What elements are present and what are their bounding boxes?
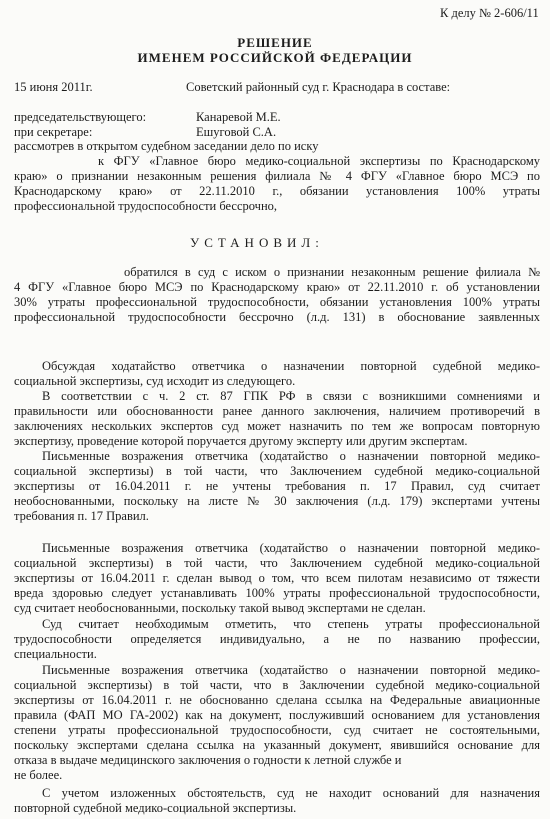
objection-line: экспертизы от 16.04.2011 г. не учтены требования п. 17 Правил, суд считает	[14, 479, 540, 493]
objection-line: степени утраты профессиональной трудоспособности, суд считает не состоятельными,	[14, 723, 540, 737]
claim-line: профессиональной трудоспособности бессрочно (л.д. 131) в обоснование заявленных	[14, 310, 540, 324]
law-paragraph	[14, 389, 540, 449]
intro-line: профессиональной трудоспособности бессрочно,	[14, 199, 278, 213]
discussion-line: социальной экспертизы, суд исходит из следующего.	[14, 374, 296, 388]
objection-line: правила (ФАП МО ГА-2002) как на документ, послуживший основанием для установления	[14, 708, 540, 722]
established-heading: УСТАНОВИЛ:	[190, 235, 324, 250]
case-reference: К делу № 2-606/11	[440, 6, 539, 20]
objection-line: вреда здоровью следует устанавливать 100% утраты профессиональной трудоспособности,	[14, 586, 540, 600]
conclusion-line: С учетом изложенных обстоятельств, суд не находит оснований для назначения	[42, 786, 540, 800]
objection-paragraph-3	[14, 663, 540, 783]
conclusion-line: повторной судебной медико-социальной экспертизы.	[14, 801, 297, 815]
objection-line: суд считает необоснованными, поскольку такой вывод экспертами не сделан.	[14, 601, 426, 615]
objection-paragraph-2	[14, 541, 540, 616]
intro-line: к ФГУ «Главное бюро медико-социальной экспертизы по Краснодарскому	[98, 154, 540, 168]
decision-date: 15 июня 2011г.	[14, 80, 93, 94]
document-subtitle: ИМЕНЕМ РОССИЙСКОЙ ФЕДЕРАЦИИ	[137, 50, 413, 65]
claim-line: 30% утраты профессиональной трудоспособности, обязании установления 100% утраты	[14, 295, 540, 309]
secretary-label: при секретаре:	[14, 125, 93, 139]
document-title: РЕШЕНИЕ	[237, 35, 313, 50]
objection-line: Письменные возражения ответчика (ходатайство о назначении повторной медико-	[42, 449, 540, 463]
claim-paragraph	[14, 265, 540, 325]
objection-line: Письменные возражения ответчика (ходатайство о назначении повторной медико-	[42, 541, 540, 555]
conclusion-paragraph	[14, 786, 540, 816]
objection-line: социальной экспертизы) в той части, что Заключением судебной медико-социальной	[14, 556, 540, 570]
intro-line: Краснодарскому краю» от 22.11.2010 г., обязании установления 100% утраты	[14, 184, 540, 198]
objection-line: не более.	[14, 768, 63, 782]
law-line: правильности или обоснованности ранее данного заключения, наличием противоречий в	[14, 404, 540, 418]
objection-line: требования п. 17 Правил.	[14, 509, 149, 523]
objection-line: Письменные возражения ответчика (ходатайство о назначении повторной медико-	[42, 663, 540, 677]
law-line: экспертизу, проведение которой поручается другому эксперту или другим экспертам.	[14, 434, 468, 448]
intro-line: краю» о признании незаконным решения филиала № 4 ФГУ «Главное бюро МСЭ по	[14, 169, 540, 183]
opinion-line: трудоспособности определяется индивидуально, а не по названию профессии,	[14, 632, 540, 646]
opinion-line: Суд считает необходимым отметить, что степень утраты профессиональной	[42, 617, 540, 631]
objection-line: социальной экспертизы) в той части, что в Заключении судебной медико-социальной	[14, 678, 540, 692]
discussion-paragraph	[14, 359, 540, 389]
objection-paragraph-1	[14, 449, 540, 524]
objection-line: экспертизы от 16.04.2011 г. не обоснованно сделана ссылка на Федеральные авиационные	[14, 693, 540, 707]
objection-line: необоснованными, поскольку на листе № 30 заключения (л.д. 179) экспертами учтены	[14, 494, 540, 508]
objection-line: социальной экспертизы) в той части, что Заключением судебной медико-социальной	[14, 464, 540, 478]
court-name: Советский районный суд г. Краснодара в составе:	[186, 80, 451, 94]
law-line: заключениях нескольких экспертов суд может назначить по тем же вопросам повторную	[14, 419, 540, 433]
discussion-line: Обсуждая ходатайство ответчика о назначении повторной судебной медико-	[42, 359, 540, 373]
opinion-line: специальности.	[14, 647, 97, 661]
objection-line: экспертизы от 16.04.2011 г. сделан вывод о том, что всем пилотам независимо от тяжести	[14, 571, 540, 585]
claim-line: обратился в суд с иском о признании незаконным решение филиала №	[124, 265, 540, 279]
presiding-label: председательствующего:	[14, 110, 147, 124]
court-opinion-paragraph	[14, 617, 540, 662]
secretary-name: Ешуговой С.А.	[196, 125, 277, 139]
objection-line: поскольку экспертами сделана ссылка на указанный документ, явившийся основание для	[14, 738, 540, 752]
presiding-name: Канаревой М.Е.	[196, 110, 281, 124]
intro-paragraph	[14, 139, 540, 214]
law-line: В соответствии с ч. 2 ст. 87 ГПК РФ в связи с возникшими сомнениями и	[42, 389, 540, 403]
intro-line: рассмотрев в открытом судебном заседании дело по иску	[14, 139, 319, 153]
claim-line: 4 ФГУ «Главное бюро МСЭ по Краснодарскому краю» от 22.11.2010 г. об установлении	[14, 280, 540, 294]
objection-line: отказа в выдаче медицинского заключения о годности к летной службе и	[14, 753, 402, 767]
